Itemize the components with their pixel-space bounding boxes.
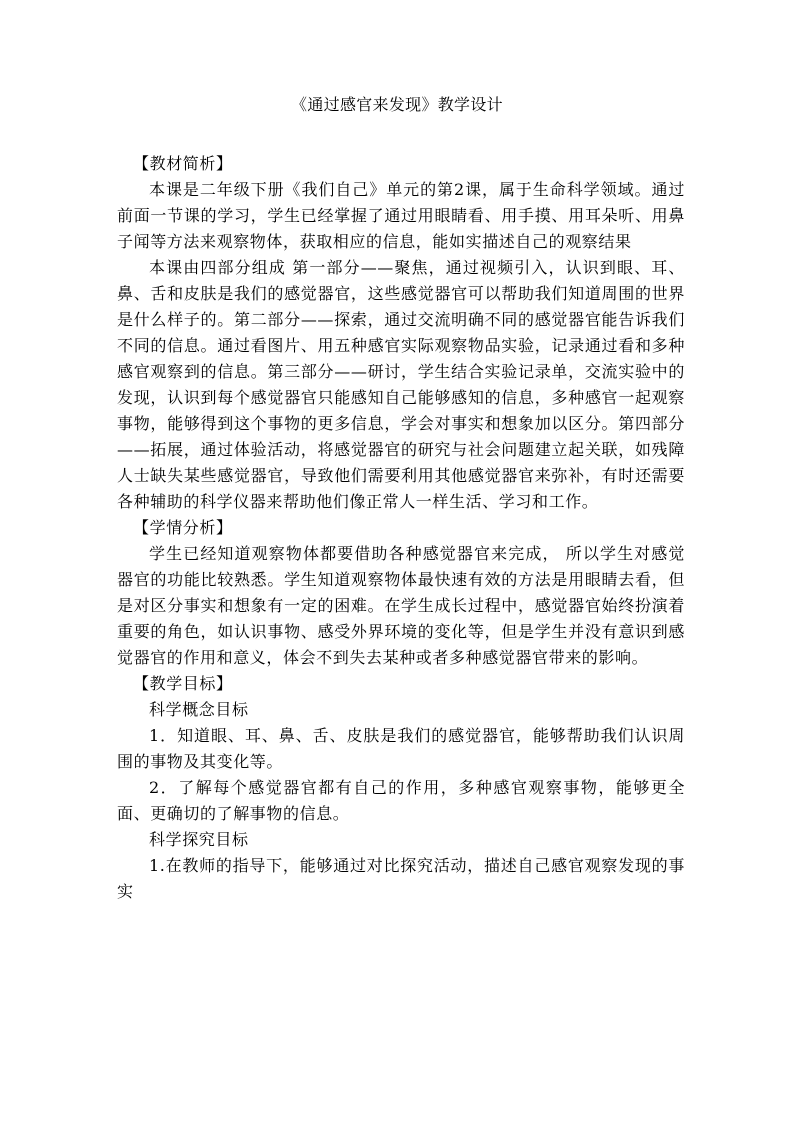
subheading-science-concept-goals: 科学概念目标 — [149, 700, 249, 719]
body-paragraph: 本课是二年级下册《我们自己》单元的第2课，属于生命科学领域。通过前面一节课的学习，学生已经掌握了通过用眼睛看、用手摸、用耳朵听、用鼻子闻等方法来观察物体，获取相应的信息，能如实描述自己的观察结果 — [117, 180, 685, 251]
section-heading-teaching-goals: 【教学目标】 — [133, 674, 233, 693]
goal-item: 2．了解每个感觉器官都有自己的作用，多种感官观察事物，能够更全面、更确切的了解事物的信息。 — [117, 778, 685, 823]
goal-item: 1.在教师的指导下，能够通过对比探究活动，描述自己感官观察发现的事实 — [117, 856, 685, 901]
subheading-science-inquiry-goals: 科学探究目标 — [149, 830, 249, 849]
document-title: 《通过感官来发现》教学设计 — [291, 95, 503, 114]
section-heading-student-analysis: 【学情分析】 — [133, 518, 233, 537]
goal-item: 1．知道眼、耳、鼻、舌、皮肤是我们的感觉器官，能够帮助我们认识周围的事物及其变化等。 — [117, 726, 685, 771]
section-heading-textbook-analysis: 【教材简析】 — [133, 154, 233, 173]
body-paragraph: 本课由四部分组成 第一部分——聚焦，通过视频引入，认识到眼、耳、鼻、舌和皮肤是我们的感觉器官，这些感觉器官可以帮助我们知道周围的世界是什么样子的。第二部分——探索，通过交流明确不同的感觉器官能告诉我们不同的信息。通过看图片、用五种感官实际观察物品实验，记录通过看和多种感官观察到的信息。第三部分——研讨，学生结合实验记录单，交流实验中的发现，认识到每个感觉器官只能感知自己能够感知的信息，多种感官一起观察事物，能够得到这个事物的更多信息，学会对事实和想象加以区分。第四部分——拓展，通过体验活动，将感觉器官的研究与社会问题建立起关联，如残障人士缺失某些感觉器官，导致他们需要利用其他感觉器官来弥补，有时还需要各种辅助的科学仪器来帮助他们像正常人一样生活、学习和工作。 — [117, 258, 685, 511]
document-body — [117, 151, 685, 905]
body-paragraph: 学生已经知道观察物体都要借助各种感觉器官来完成， 所以学生对感觉器官的功能比较熟悉。学生知道观察物体最快速有效的方法是用眼睛去看，但是对区分事实和想象有一定的困难。在学生成长过程中，感觉器官始终扮演着重要的角色，如认识事物、感受外界环境的变化等，但是学生并没有意识到感觉器官的作用和意义，体会不到失去某种或者多种感觉器官带来的影响。 — [117, 544, 685, 667]
